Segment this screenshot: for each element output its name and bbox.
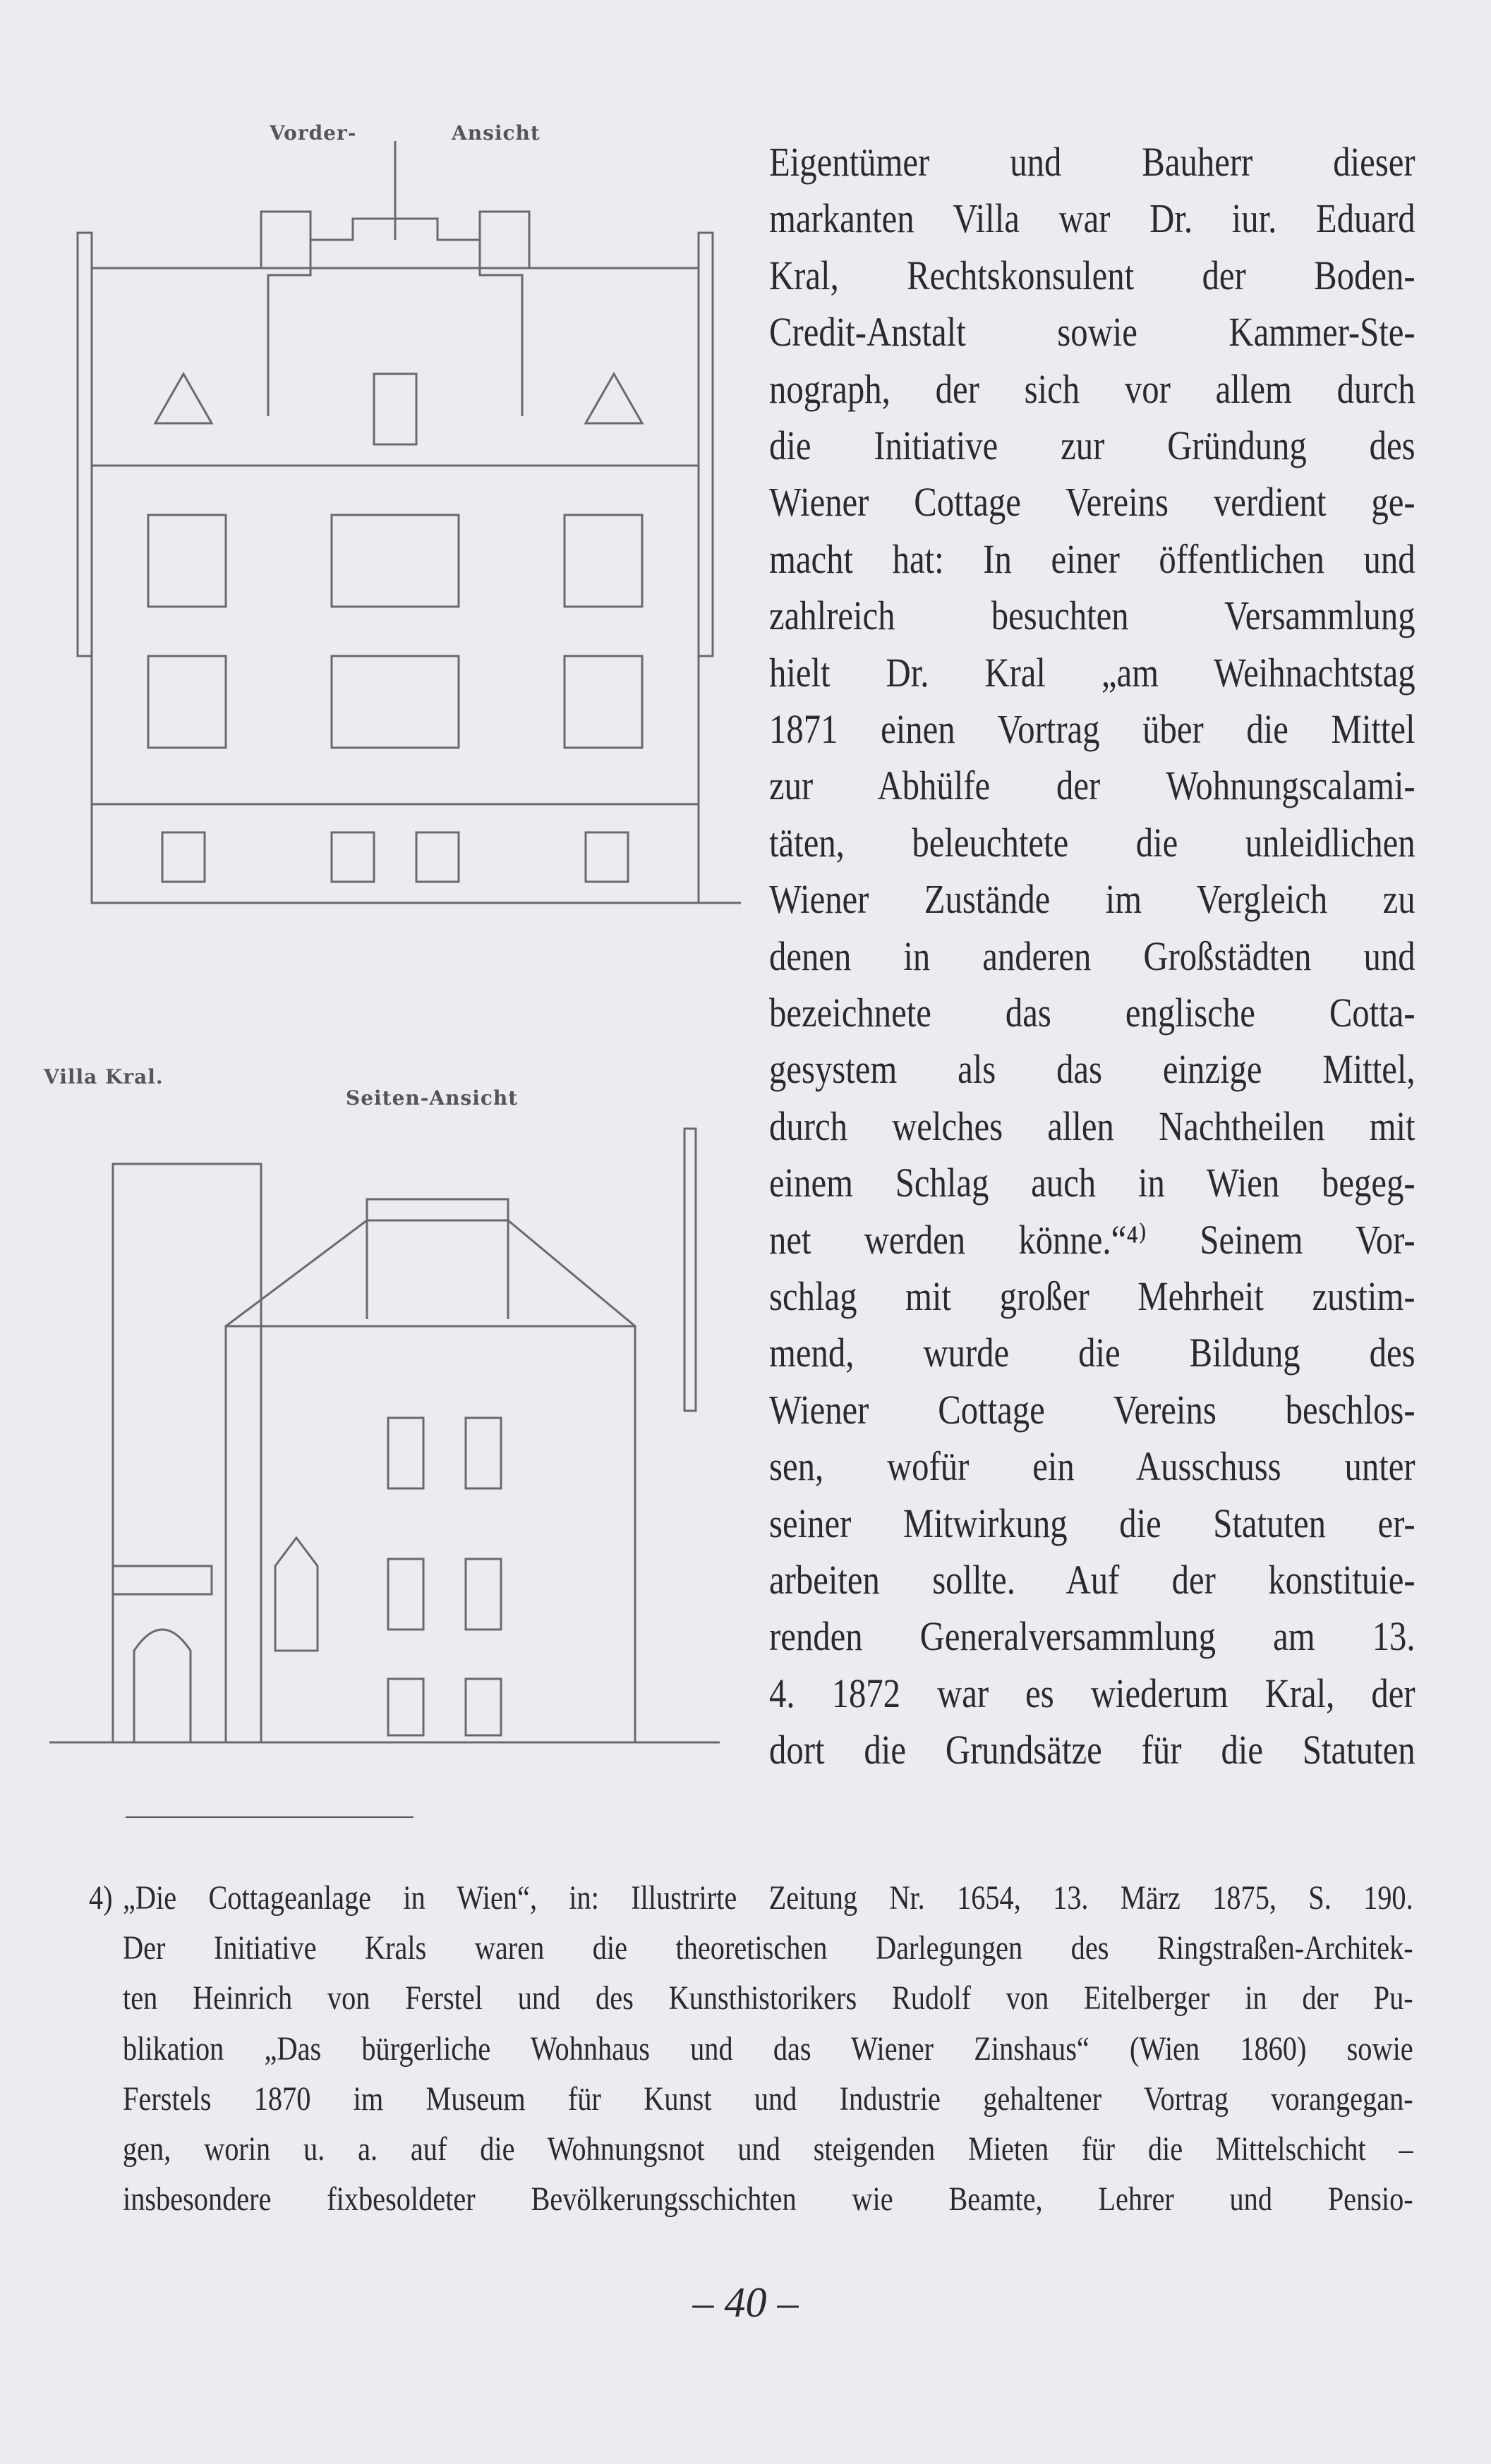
footnote-line: Der Initiative Krals waren die theoretischen Darlegungen des Ringstraßen-Architek- (123, 1929, 1413, 1967)
body-line: zur Abhülfe der Wohnungscalami- (769, 763, 1415, 809)
body-line: durch welches allen Nachtheilen mit (769, 1103, 1415, 1149)
page-number: – 40 – (692, 2279, 799, 2326)
footnote-line: ten Heinrich von Ferstel und des Kunsthistorikers Rudolf von Eitelberger in der Pu- (123, 1979, 1413, 2017)
body-line: Wiener Cottage Vereins beschlos- (769, 1386, 1415, 1433)
figure-label-ansicht: Ansicht (452, 121, 541, 145)
body-line: Kral, Rechtskonsulent der Boden- (769, 252, 1415, 298)
body-line: Wiener Cottage Vereins verdient ge- (769, 479, 1415, 526)
body-line: arbeiten sollte. Auf der konstituie- (769, 1557, 1415, 1603)
body-line: dort die Grundsätze für die Statuten (769, 1727, 1415, 1773)
body-line: Credit-Anstalt sowie Kammer-Ste- (769, 309, 1415, 356)
body-line: nograph, der sich vor allem durch (769, 365, 1415, 412)
body-line: sen, wofür ein Ausschuss unter (769, 1443, 1415, 1490)
body-line: seiner Mitwirkung die Statuten er- (769, 1500, 1415, 1546)
body-line: hielt Dr. Kral „am Weihnachtstag (769, 649, 1415, 696)
body-line: schlag mit großer Mehrheit zustim- (769, 1273, 1415, 1319)
footnote-line: Ferstels 1870 im Museum für Kunst und Industrie gehaltener Vortrag vorangegan- (123, 2080, 1413, 2118)
footnote-line: blikation „Das bürgerliche Wohnhaus und das Wiener Zinshaus“ (Wien 1860) sowie (123, 2029, 1413, 2068)
body-line: markanten Villa war Dr. iur. Eduard (769, 195, 1415, 242)
figure-label-vorder: Vorder- (270, 121, 357, 145)
body-line: zahlreich besuchten Versammlung (769, 593, 1415, 639)
body-line: net werden könne.“⁴⁾ Seinem Vor- (769, 1216, 1415, 1263)
footnote-line: „Die Cottageanlage in Wien“, in: Illustrirte Zeitung Nr. 1654, 13. März 1875, S. 190. (123, 1879, 1413, 1917)
body-line: Eigentümer und Bauherr dieser (769, 139, 1415, 185)
side-elevation-drawing (42, 1115, 720, 1749)
body-line: gesystem als das einzige Mittel, (769, 1046, 1415, 1093)
body-line: einem Schlag auch in Wien begeg- (769, 1160, 1415, 1206)
body-line: macht hat: In einer öffentlichen und (769, 535, 1415, 582)
footnote-line: insbesondere fixbesoldeter Bevölkerungsschichten wie Beamte, Lehrer und Pensio- (123, 2180, 1413, 2219)
body-line: die Initiative zur Gründung des (769, 423, 1415, 468)
figure-title-villa-kral: Villa Kral. (44, 1065, 164, 1088)
body-line: denen in anderen Großstädten und (769, 933, 1415, 979)
body-line: renden Generalversammlung am 13. (769, 1613, 1415, 1660)
body-line: bezeichnete das englische Cotta- (769, 990, 1415, 1036)
footnote-line: gen, worin u. a. auf die Wohnungsnot und steigenden Mieten für die Mittelschicht – (123, 2130, 1413, 2168)
footnote-number: 4) (89, 1879, 113, 1917)
footnote-separator (126, 1816, 414, 1818)
body-line: 4. 1872 war es wiederum Kral, der (769, 1670, 1415, 1716)
body-line: mend, wurde die Bildung des (769, 1330, 1415, 1376)
body-line: 1871 einen Vortrag über die Mittel (769, 706, 1415, 752)
body-line: täten, beleuchtete die unleidlichen (769, 819, 1415, 866)
front-elevation-drawing (42, 134, 741, 917)
body-line: Wiener Zustände im Vergleich zu (769, 876, 1415, 923)
figure-label-seiten-ansicht: Seiten-Ansicht (346, 1086, 519, 1110)
